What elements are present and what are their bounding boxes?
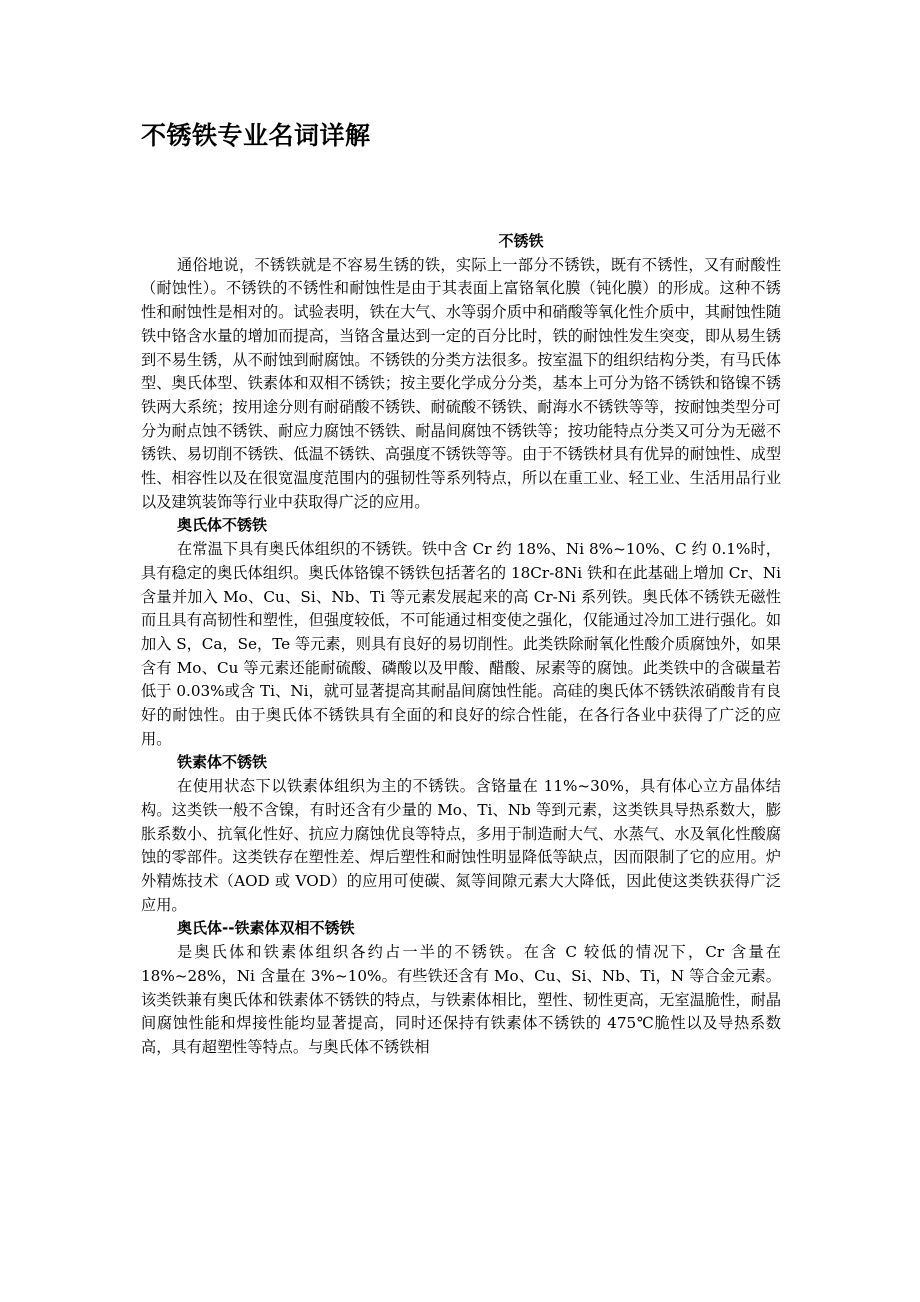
section-paragraph-stainless-iron: 通俗地说，不锈铁就是不容易生锈的铁，实际上一部分不锈铁，既有不锈性，又有耐酸性（耐蚀性）。不锈铁的不锈性和耐蚀性是由于其表面上富铬氧化膜（钝化膜）的形成。这种不锈性和耐蚀性是相对的。试验表明，铁在大气、水等弱介质中和硝酸等氧化性介质中，其耐蚀性随铁中铬含水量的增加而提高，当铬含量达到一定的百分比时，铁的耐蚀性发生突变，即从易生锈到不易生锈，从不耐蚀到耐腐蚀。不锈铁的分类方法很多。按室温下的组织结构分类，有马氏体型、奥氏体型、铁素体和双相不锈铁；按主要化学成分分类，基本上可分为铬不锈铁和铬镍不锈铁两大系统；按用途分则有耐硝酸不锈铁、耐硫酸不锈铁、耐海水不锈铁等等，按耐蚀类型分可分为耐点蚀不锈铁、耐应力腐蚀不锈铁、耐晶间腐蚀不锈铁等；按功能特点分类又可分为无磁不锈铁、易切削不锈铁、低温不锈铁、高强度不锈铁等等。由于不锈铁材具有优异的耐蚀性、成型性、相容性以及在很宽温度范围内的强韧性等系列特点，所以在重工业、轻工业、生活用品行业以及建筑装饰等行业中获取得广泛的应用。	[141, 255, 781, 511]
section-heading-austenitic: 奥氏体不锈铁	[177, 516, 268, 535]
section-paragraph-ferritic: 在使用状态下以铁素体组织为主的不锈铁。含铬量在 11%~30%，具有体心立方晶体结构。这类铁一般不含镍，有时还含有少量的 Mo、Ti、Nb 等到元素，这类铁具导热系数大，膨胀系数小、抗氧化性好、抗应力腐蚀优良等特点，多用于制造耐大气、水蒸气、水及氧化性酸腐蚀的零部件。这类铁存在塑性差、焊后塑性和耐蚀性明显降低等缺点，因而限制了它的应用。炉外精炼技术（AOD 或 VOD）的应用可使碳、氮等间隙元素大大降低，因此使这类铁获得广泛应用。	[141, 777, 781, 914]
section-heading-duplex: 奥氏体--铁素体双相不锈铁	[177, 919, 355, 938]
section-paragraph-duplex: 是奥氏体和铁素体组织各约占一半的不锈铁。在含 C 较低的情况下，Cr 含量在 18%~28%，Ni 含量在 3%~10%。有些铁还含有 Mo、Cu、Si、Nb、Ti，N 等合金元素。该类铁兼有奥氏体和铁素体不锈铁的特点，与铁素体相比，塑性、韧性更高，无室温脆性，耐晶间腐蚀性能和焊接性能均显著提高，同时还保持有铁素体不锈铁的 475℃脆性以及导热系数高，具有超塑性等特点。与奥氏体不锈铁相	[141, 943, 781, 1056]
document-title: 不锈铁专业名词详解	[141, 121, 371, 150]
document-body	[141, 230, 781, 1060]
section-heading-stainless-iron: 不锈铁	[498, 232, 544, 250]
section-paragraph-austenitic: 在常温下具有奥氏体组织的不锈铁。铁中含 Cr 约 18%、Ni 8%~10%、C 约 0.1%时，具有稳定的奥氏体组织。奥氏体铬镍不锈铁包括著名的 18Cr-8Ni 铁和在此基础上增加 Cr、Ni 含量并加入 Mo、Cu、Si、Nb、Ti 等元素发展起来的高 Cr-Ni 系列铁。奥氏体不锈铁无磁性而且具有高韧性和塑性，但强度较低，不可能通过相变使之强化，仅能通过冷加工进行强化。如加入 S，Ca，Se，Te 等元素，则具有良好的易切削性。此类铁除耐氧化性酸介质腐蚀外，如果含有 Mo、Cu 等元素还能耐硫酸、磷酸以及甲酸、醋酸、尿素等的腐蚀。此类铁中的含碳量若低于 0.03%或含 Ti、Ni，就可显著提高其耐晶间腐蚀性能。高硅的奥氏体不锈铁浓硝酸肯有良好的耐蚀性。由于奥氏体不锈铁具有全面的和良好的综合性能，在各行各业中获得了广泛的应用。	[141, 540, 782, 748]
section-heading-ferritic: 铁素体不锈铁	[177, 753, 268, 772]
